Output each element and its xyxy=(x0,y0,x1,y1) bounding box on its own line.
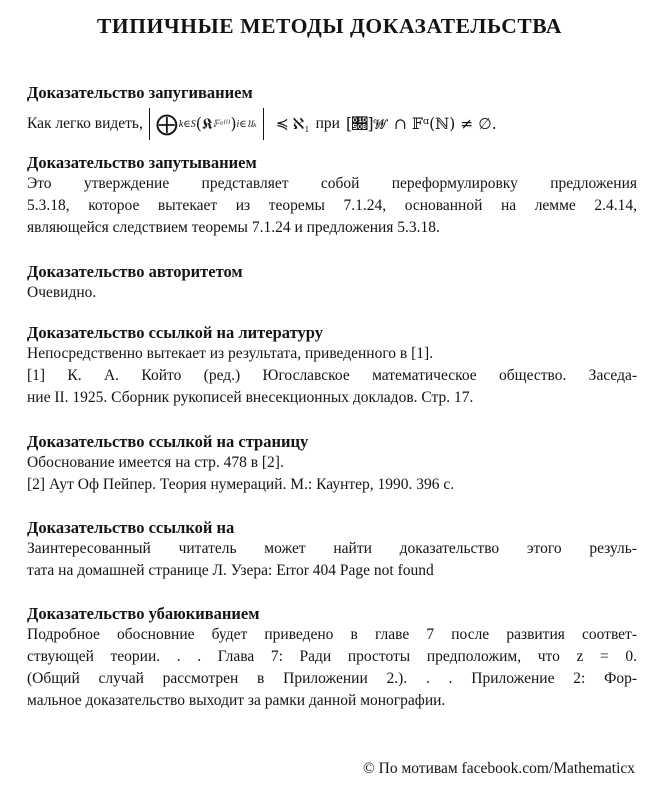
section-heading: Доказательство запутыванием xyxy=(27,153,257,172)
section-body xyxy=(27,343,637,409)
section-authority xyxy=(27,262,637,304)
body-line: Непосредственно вытекает из результата, приведенного в [1]. xyxy=(27,345,434,362)
body-line: (Общий случай рассмотрен в Приложении 2.). . . Приложение 2: Фор- xyxy=(27,670,637,687)
body-line: Подробное обосновние будет приведено в главе 7 после развития соответ- xyxy=(27,626,637,643)
section-body xyxy=(27,173,637,239)
formula-relation: ≼ ℵ₁ xyxy=(275,115,310,133)
body-line: [1] К. А. Който (ред.) Югославское математическое общество. Заседа- xyxy=(27,367,637,384)
body-line: Это утверждение представляет собой переформулировку предложения xyxy=(27,175,637,192)
section-page-ref xyxy=(27,432,637,496)
formula-prefix: Как легко видеть, xyxy=(27,115,143,132)
page-title: ТИПИЧНЫЕ МЕТОДЫ ДОКАЗАТЕЛЬСТВА xyxy=(96,14,563,38)
body-line: Обоснование имеется на стр. 478 в [2]. xyxy=(27,454,284,471)
section-broken-link xyxy=(27,518,637,582)
section-heading: Доказательство ссылкой на страницу xyxy=(27,432,309,451)
section-heading: Доказательство убаюкиванием xyxy=(27,604,260,623)
section-body xyxy=(27,538,637,582)
body-line: 5.3.18, которое вытекает из теоремы 7.1.24, основанной на лемме 2.4.14, xyxy=(27,197,637,214)
body-line: Очевидно. xyxy=(27,284,97,301)
body-line: ствующей теории. . . Глава 7: Ради простоты предположим, что z = 0. xyxy=(27,648,637,665)
section-body xyxy=(27,452,637,496)
formula-condition: [𝔋]𝒲 ∩ 𝔽ᵅ(ℕ) ≠ ∅. xyxy=(345,115,497,133)
section-heading: Доказательство ссылкой на xyxy=(27,518,235,537)
formula-body-sup: 𝔽ᵅ⁽ⁱ⁾ xyxy=(212,118,231,130)
oplus-operator: ⨁ xyxy=(155,111,178,136)
outer-index: i∈𝔘ₖ xyxy=(236,118,257,130)
body-line: являющейся следствием теоремы 7.1.24 и предложения 5.3.18. xyxy=(27,219,440,236)
formula-body: (𝕶 xyxy=(195,114,213,133)
formula-norm xyxy=(149,108,264,140)
section-intimidation xyxy=(27,83,637,141)
body-line: ние II. 1925. Сборник рукописей внесекционных докладов. Стр. 17. xyxy=(27,389,474,406)
section-heading: Доказательство ссылкой на литературу xyxy=(27,323,323,342)
section-literature xyxy=(27,323,637,409)
credit-footer: © По мотивам facebook.com/Mathematicx xyxy=(362,760,635,777)
section-body xyxy=(27,624,637,712)
body-line: тата на домашней странице Л. Узера: Error 404 Page not found xyxy=(27,562,434,579)
body-line: Заинтересованный читатель может найти доказательство этого резуль- xyxy=(27,540,637,557)
section-heading: Доказательство запугиванием xyxy=(27,83,253,102)
body-line: мальное доказательство выходит за рамки данной монографии. xyxy=(27,692,446,709)
section-lulling xyxy=(27,604,637,712)
section-heading: Доказательство авторитетом xyxy=(27,262,243,281)
body-line: [2] Аут Оф Пейпер. Теория нумераций. М.: Каунтер, 1990. 396 с. xyxy=(27,476,455,493)
sum-index: k∈S xyxy=(178,118,196,130)
section-body xyxy=(27,282,637,304)
formula-body-close: ) xyxy=(230,115,237,133)
formula-line xyxy=(27,107,637,141)
formula-word: при xyxy=(315,115,340,132)
section-confusion xyxy=(27,153,637,239)
